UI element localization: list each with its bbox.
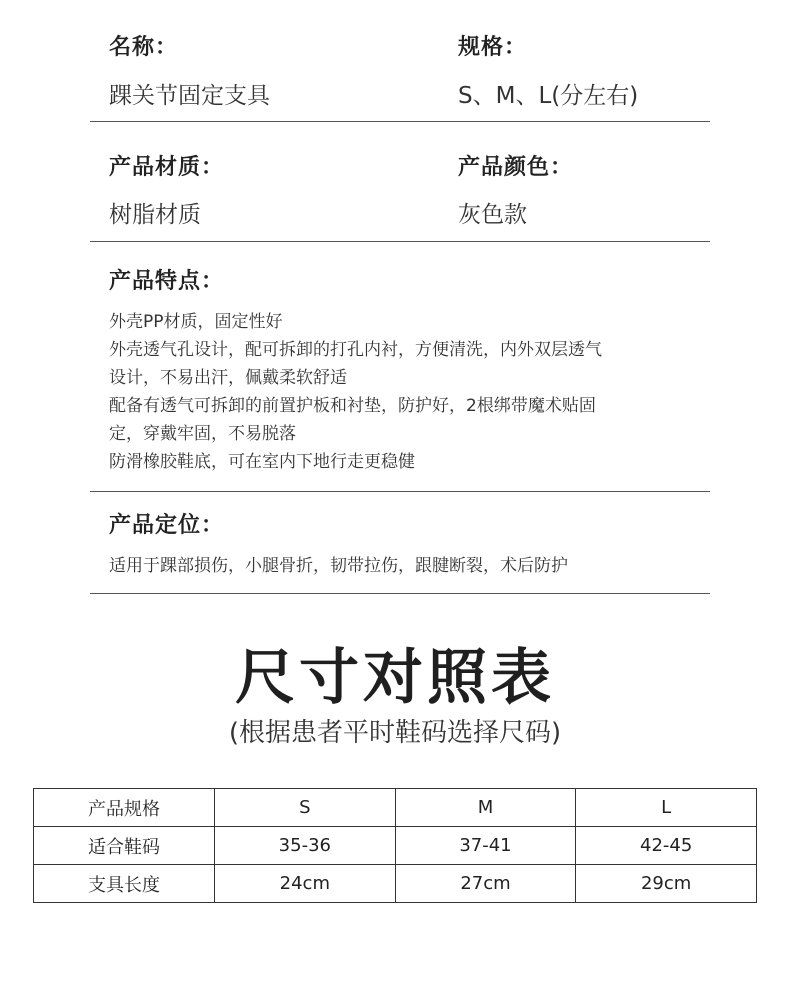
table-cell: 29cm <box>576 865 757 903</box>
info-row-position <box>90 492 710 594</box>
table-cell: 37-41 <box>395 827 576 865</box>
spec-label: 规格： <box>458 35 528 60</box>
color-label: 产品颜色： <box>458 155 574 180</box>
size-chart-subtitle: (根据患者平时鞋码选择尺码) <box>228 718 562 748</box>
feature-line: 定，穿戴牢固，不易脱落 <box>109 424 296 444</box>
feature-line: 外壳透气孔设计，配可拆卸的打孔内衬，方便清洗，内外双层透气 <box>109 340 602 360</box>
table-cell: 24cm <box>215 865 396 903</box>
material-value: 树脂材质 <box>109 202 201 228</box>
features-list <box>109 308 709 476</box>
table-row <box>34 827 757 865</box>
features-label: 产品特点： <box>109 269 225 294</box>
table-cell: 27cm <box>395 865 576 903</box>
feature-line: 配备有透气可拆卸的前置护板和衬垫，防护好，2根绑带魔术贴固 <box>109 396 596 416</box>
info-row-features <box>90 242 710 492</box>
table-cell: 42-45 <box>576 827 757 865</box>
size-chart-title: 尺寸对照表 <box>235 643 555 713</box>
feature-line: 设计，不易出汗，佩戴柔软舒适 <box>109 368 347 388</box>
table-row <box>34 865 757 903</box>
info-row-material-color <box>90 122 710 242</box>
table-cell: 产品规格 <box>34 789 215 827</box>
table-cell: M <box>395 789 576 827</box>
product-info <box>90 0 710 594</box>
table-cell: 适合鞋码 <box>34 827 215 865</box>
table-cell: L <box>576 789 757 827</box>
size-table <box>33 788 757 903</box>
feature-line: 防滑橡胶鞋底，可在室内下地行走更稳健 <box>109 452 415 472</box>
material-label: 产品材质： <box>109 155 225 180</box>
spec-value: S、M、L(分左右) <box>458 83 639 109</box>
position-label: 产品定位： <box>109 513 225 538</box>
name-label: 名称： <box>109 35 179 60</box>
table-cell: S <box>215 789 396 827</box>
position-value: 适用于踝部损伤，小腿骨折，韧带拉伤，跟腱断裂，术后防护 <box>109 556 568 576</box>
table-row <box>34 789 757 827</box>
color-value: 灰色款 <box>458 202 527 228</box>
table-cell: 35-36 <box>215 827 396 865</box>
info-row-name-spec <box>90 0 710 122</box>
table-cell: 支具长度 <box>34 865 215 903</box>
feature-line: 外壳PP材质，固定性好 <box>109 312 283 332</box>
name-value: 踝关节固定支具 <box>109 83 270 109</box>
